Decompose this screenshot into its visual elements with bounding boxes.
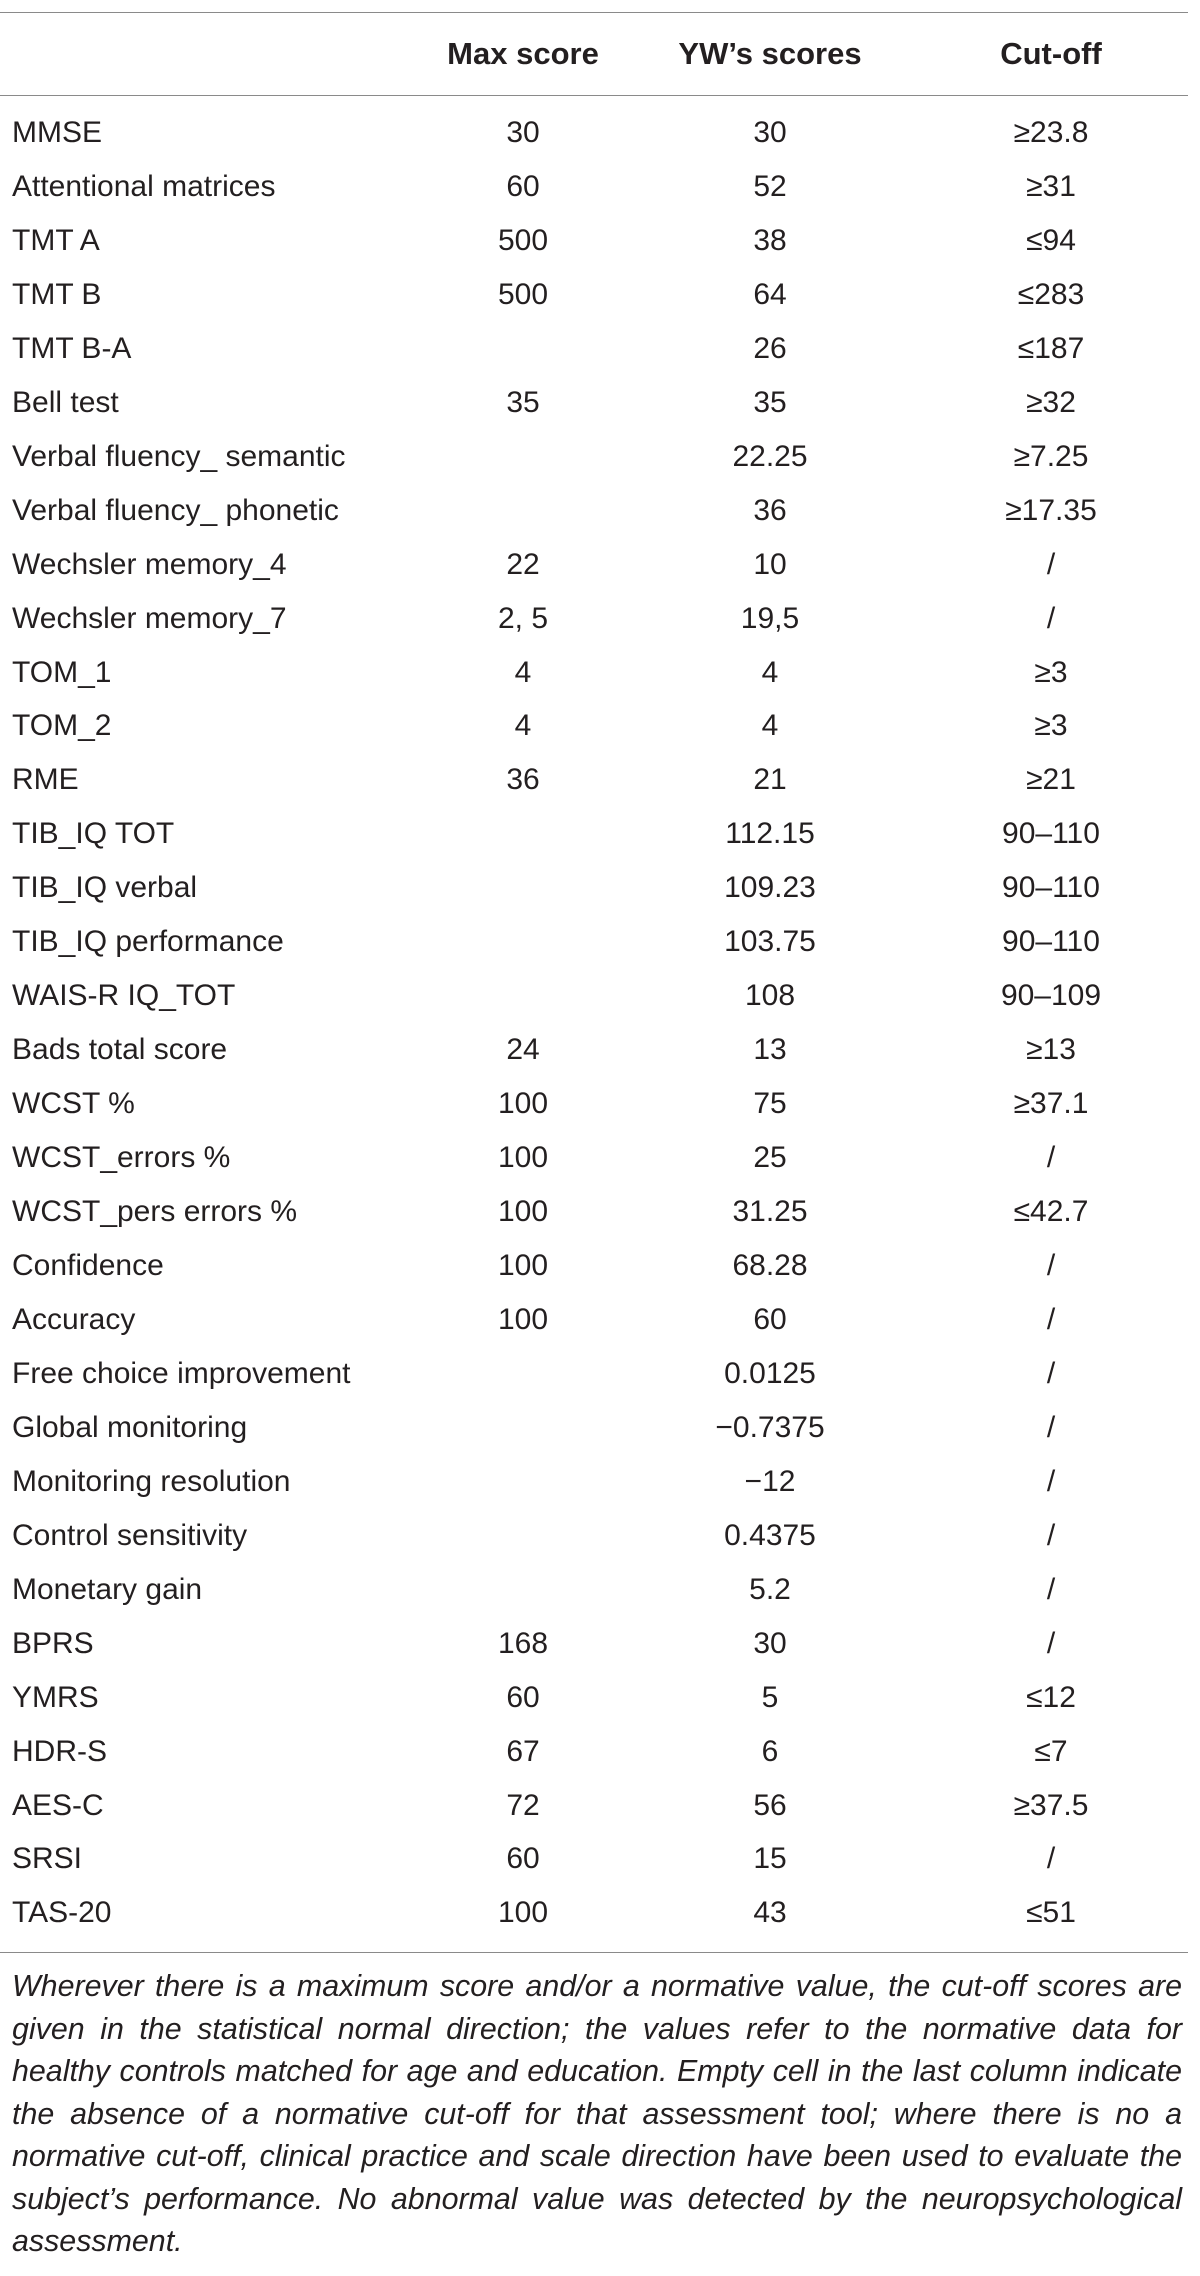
test-name-cell: RME — [12, 763, 79, 797]
yw-score-cell: 31.25 — [732, 1195, 808, 1229]
table-row — [0, 915, 1188, 969]
test-name-cell: Verbal fluency_ semantic — [12, 439, 346, 473]
table-row — [0, 699, 1188, 753]
test-name-cell: TMT B — [12, 277, 102, 311]
test-name-cell: Accuracy — [12, 1302, 136, 1336]
yw-score-cell: 15 — [753, 1842, 787, 1876]
test-name-cell: Bads total score — [12, 1033, 228, 1067]
cutoff-cell: / — [1046, 601, 1056, 635]
test-name-cell: Free choice improvement — [12, 1356, 351, 1390]
cutoff-cell: 90–109 — [1000, 979, 1102, 1013]
max-score-cell: 100 — [497, 1141, 549, 1175]
table-row — [0, 1131, 1188, 1185]
test-name-cell: TOM_1 — [12, 655, 112, 689]
test-name-cell: Bell test — [12, 385, 119, 419]
table-row — [0, 592, 1188, 646]
cutoff-cell: 90–110 — [1002, 817, 1100, 851]
yw-score-cell: 30 — [753, 115, 787, 149]
max-score-cell: 60 — [506, 1842, 540, 1876]
test-name-cell: TAS-20 — [12, 1896, 112, 1930]
max-score-cell: 30 — [506, 115, 540, 149]
yw-score-cell: 52 — [753, 169, 787, 203]
yw-score-cell: 108 — [744, 979, 796, 1013]
max-score-cell: 4 — [514, 709, 532, 743]
scores-table — [0, 13, 1188, 1952]
yw-score-cell: 0.4375 — [724, 1518, 816, 1552]
max-score-cell: 100 — [497, 1248, 549, 1282]
table-body — [0, 96, 1188, 1953]
cutoff-cell: ≥21 — [1026, 763, 1076, 797]
cutoff-cell: ≤7 — [1034, 1734, 1068, 1768]
max-score-cell — [420, 484, 626, 538]
test-name-cell: Attentional matrices — [12, 169, 276, 203]
table-row — [0, 484, 1188, 538]
yw-score-cell: 26 — [753, 331, 787, 365]
cutoff-cell: / — [1046, 1842, 1056, 1876]
max-score-cell: 500 — [497, 277, 549, 311]
max-score-cell: 22 — [506, 547, 540, 581]
table-header — [0, 13, 1188, 96]
test-name-cell: WCST_errors % — [12, 1141, 231, 1175]
table-row — [0, 322, 1188, 376]
yw-score-cell: 21 — [753, 763, 787, 797]
cutoff-cell: ≥17.35 — [1005, 493, 1097, 527]
cutoff-cell: ≤94 — [1026, 223, 1076, 257]
test-name-cell: AES-C — [12, 1788, 104, 1822]
max-score-cell: 4 — [514, 655, 532, 689]
test-name-cell: Wechsler memory_7 — [12, 601, 287, 635]
cutoff-cell: 90–110 — [1002, 871, 1100, 905]
yw-score-cell: 30 — [753, 1626, 787, 1660]
max-score-cell — [420, 1563, 626, 1617]
max-score-cell — [420, 915, 626, 969]
cutoff-cell: / — [1046, 1464, 1056, 1498]
cutoff-cell: ≥32 — [1026, 385, 1076, 419]
cutoff-cell: ≥23.8 — [1013, 115, 1089, 149]
cutoff-cell: 90–110 — [1002, 925, 1100, 959]
yw-score-cell: 35 — [753, 385, 787, 419]
test-name-cell: Verbal fluency_ phonetic — [12, 493, 339, 527]
table-row — [0, 268, 1188, 322]
header-cutoff: Cut-off — [1000, 36, 1102, 71]
cutoff-cell: ≥13 — [1026, 1033, 1076, 1067]
header-yw-scores: YW’s scores — [678, 36, 862, 71]
max-score-cell — [420, 969, 626, 1023]
test-name-cell: BPRS — [12, 1626, 94, 1660]
table-row — [0, 214, 1188, 268]
yw-score-cell: 5 — [761, 1680, 779, 1714]
yw-score-cell: 25 — [753, 1141, 787, 1175]
yw-score-cell: 75 — [753, 1087, 787, 1121]
test-name-cell: MMSE — [12, 115, 102, 149]
cutoff-cell: / — [1046, 1356, 1056, 1390]
test-name-cell: WCST % — [12, 1087, 135, 1121]
table-row — [0, 1347, 1188, 1401]
yw-score-cell: 4 — [761, 655, 779, 689]
max-score-cell — [420, 322, 626, 376]
table-row — [0, 1239, 1188, 1293]
test-name-cell: Monetary gain — [12, 1572, 203, 1606]
cutoff-cell: ≥31 — [1026, 169, 1076, 203]
yw-score-cell: 109.23 — [724, 871, 816, 905]
yw-score-cell: 13 — [753, 1033, 787, 1067]
yw-score-cell: −12 — [744, 1464, 796, 1498]
test-name-cell: WAIS-R IQ_TOT — [12, 979, 236, 1013]
cutoff-cell: / — [1046, 1302, 1056, 1336]
test-name-cell: YMRS — [12, 1680, 99, 1714]
table-footnote: Wherever there is a maximum score and/or a normative value, the cut-off scores are given in the statistical normal direction; the values refer to the normative data for healthy controls matched for age and education. Empty cell in the last column indicate the absence of a normative cut-off for that assessment tool; where there is no a normative cut-off, clinical practice and scale direction have been used to evaluate the subject’s performance. No abnormal value was detected by the neuropsychological assessment. — [12, 1969, 1182, 2259]
max-score-cell — [420, 430, 626, 484]
max-score-cell: 36 — [506, 763, 540, 797]
yw-score-cell: 6 — [761, 1734, 779, 1768]
test-name-cell: Control sensitivity — [12, 1518, 248, 1552]
max-score-cell: 168 — [497, 1626, 549, 1660]
test-name-cell: Global monitoring — [12, 1410, 248, 1444]
test-name-cell: Wechsler memory_4 — [12, 547, 287, 581]
test-name-cell: TIB_IQ performance — [12, 925, 284, 959]
max-score-cell: 500 — [497, 223, 549, 257]
yw-score-cell: 19,5 — [740, 601, 800, 635]
yw-score-cell: 10 — [753, 547, 787, 581]
cutoff-cell: / — [1046, 1248, 1056, 1282]
yw-score-cell: 60 — [753, 1302, 787, 1336]
cutoff-cell: / — [1046, 547, 1056, 581]
test-name-cell: Monitoring resolution — [12, 1464, 291, 1498]
test-name-cell: SRSI — [12, 1842, 83, 1876]
cutoff-cell: / — [1046, 1518, 1056, 1552]
table-row — [0, 646, 1188, 700]
table-row — [0, 1185, 1188, 1239]
yw-score-cell: 103.75 — [724, 925, 816, 959]
yw-score-cell: 36 — [753, 493, 787, 527]
yw-score-cell: 68.28 — [732, 1248, 808, 1282]
max-score-cell: 67 — [506, 1734, 540, 1768]
yw-score-cell: −0.7375 — [715, 1410, 825, 1444]
test-name-cell: TIB_IQ verbal — [12, 871, 198, 905]
yw-score-cell: 112.15 — [725, 817, 815, 851]
table-row — [0, 1617, 1188, 1671]
max-score-cell: 100 — [497, 1195, 549, 1229]
table-row — [0, 1886, 1188, 1952]
test-name-cell: WCST_pers errors % — [12, 1195, 298, 1229]
table-row — [0, 1455, 1188, 1509]
cutoff-cell: / — [1046, 1410, 1056, 1444]
header-max-score: Max score — [447, 36, 599, 71]
table-row — [0, 861, 1188, 915]
table-row — [0, 376, 1188, 430]
table-row — [0, 430, 1188, 484]
cutoff-cell: ≤12 — [1026, 1680, 1076, 1714]
cutoff-cell: ≥3 — [1034, 709, 1068, 743]
max-score-cell — [420, 807, 626, 861]
max-score-cell: 60 — [506, 169, 540, 203]
test-name-cell: Confidence — [12, 1248, 164, 1282]
table-row — [0, 1401, 1188, 1455]
max-score-cell: 60 — [506, 1680, 540, 1714]
table-row — [0, 1077, 1188, 1131]
max-score-cell: 100 — [497, 1896, 549, 1930]
table-row — [0, 538, 1188, 592]
yw-score-cell: 5.2 — [749, 1572, 791, 1606]
max-score-cell — [420, 861, 626, 915]
table-row — [0, 1509, 1188, 1563]
cutoff-cell: / — [1046, 1626, 1056, 1660]
cutoff-cell: / — [1046, 1572, 1056, 1606]
max-score-cell — [420, 1347, 626, 1401]
cutoff-cell: ≤42.7 — [1013, 1195, 1089, 1229]
cutoff-cell: ≤187 — [1017, 331, 1085, 365]
max-score-cell: 35 — [506, 385, 540, 419]
table-row — [0, 160, 1188, 214]
test-name-cell: TMT A — [12, 223, 100, 257]
yw-score-cell: 4 — [761, 709, 779, 743]
table-row — [0, 1671, 1188, 1725]
test-name-cell: TMT B-A — [12, 331, 132, 365]
table-row — [0, 969, 1188, 1023]
max-score-cell — [420, 1401, 626, 1455]
cutoff-cell: ≤283 — [1017, 277, 1085, 311]
table-row — [0, 1833, 1188, 1887]
table-row — [0, 96, 1188, 160]
max-score-cell — [420, 1509, 626, 1563]
max-score-cell: 2, 5 — [497, 601, 549, 635]
yw-score-cell: 43 — [753, 1896, 787, 1930]
test-name-cell: TOM_2 — [12, 709, 112, 743]
cutoff-cell: ≥7.25 — [1013, 439, 1089, 473]
table-row — [0, 1779, 1188, 1833]
max-score-cell: 100 — [497, 1302, 549, 1336]
test-name-cell: HDR-S — [12, 1734, 107, 1768]
test-name-cell: TIB_IQ TOT — [12, 817, 175, 851]
table-row — [0, 753, 1188, 807]
cutoff-cell: ≥3 — [1034, 655, 1068, 689]
table-row — [0, 1293, 1188, 1347]
cutoff-cell: ≥37.1 — [1013, 1087, 1089, 1121]
max-score-cell — [420, 1455, 626, 1509]
max-score-cell: 100 — [497, 1087, 549, 1121]
header-test — [0, 13, 420, 96]
table-row — [0, 1725, 1188, 1779]
max-score-cell: 24 — [506, 1033, 540, 1067]
yw-score-cell: 0.0125 — [724, 1356, 816, 1390]
yw-score-cell: 56 — [753, 1788, 787, 1822]
yw-score-cell: 64 — [753, 277, 787, 311]
table-row — [0, 807, 1188, 861]
yw-score-cell: 22.25 — [732, 439, 808, 473]
table-row — [0, 1563, 1188, 1617]
yw-score-cell: 38 — [753, 223, 787, 257]
max-score-cell: 72 — [506, 1788, 540, 1822]
cutoff-cell: / — [1046, 1141, 1056, 1175]
cutoff-cell: ≥37.5 — [1013, 1788, 1089, 1822]
header-row — [0, 13, 1188, 96]
cutoff-cell: ≤51 — [1026, 1896, 1076, 1930]
table-row — [0, 1023, 1188, 1077]
